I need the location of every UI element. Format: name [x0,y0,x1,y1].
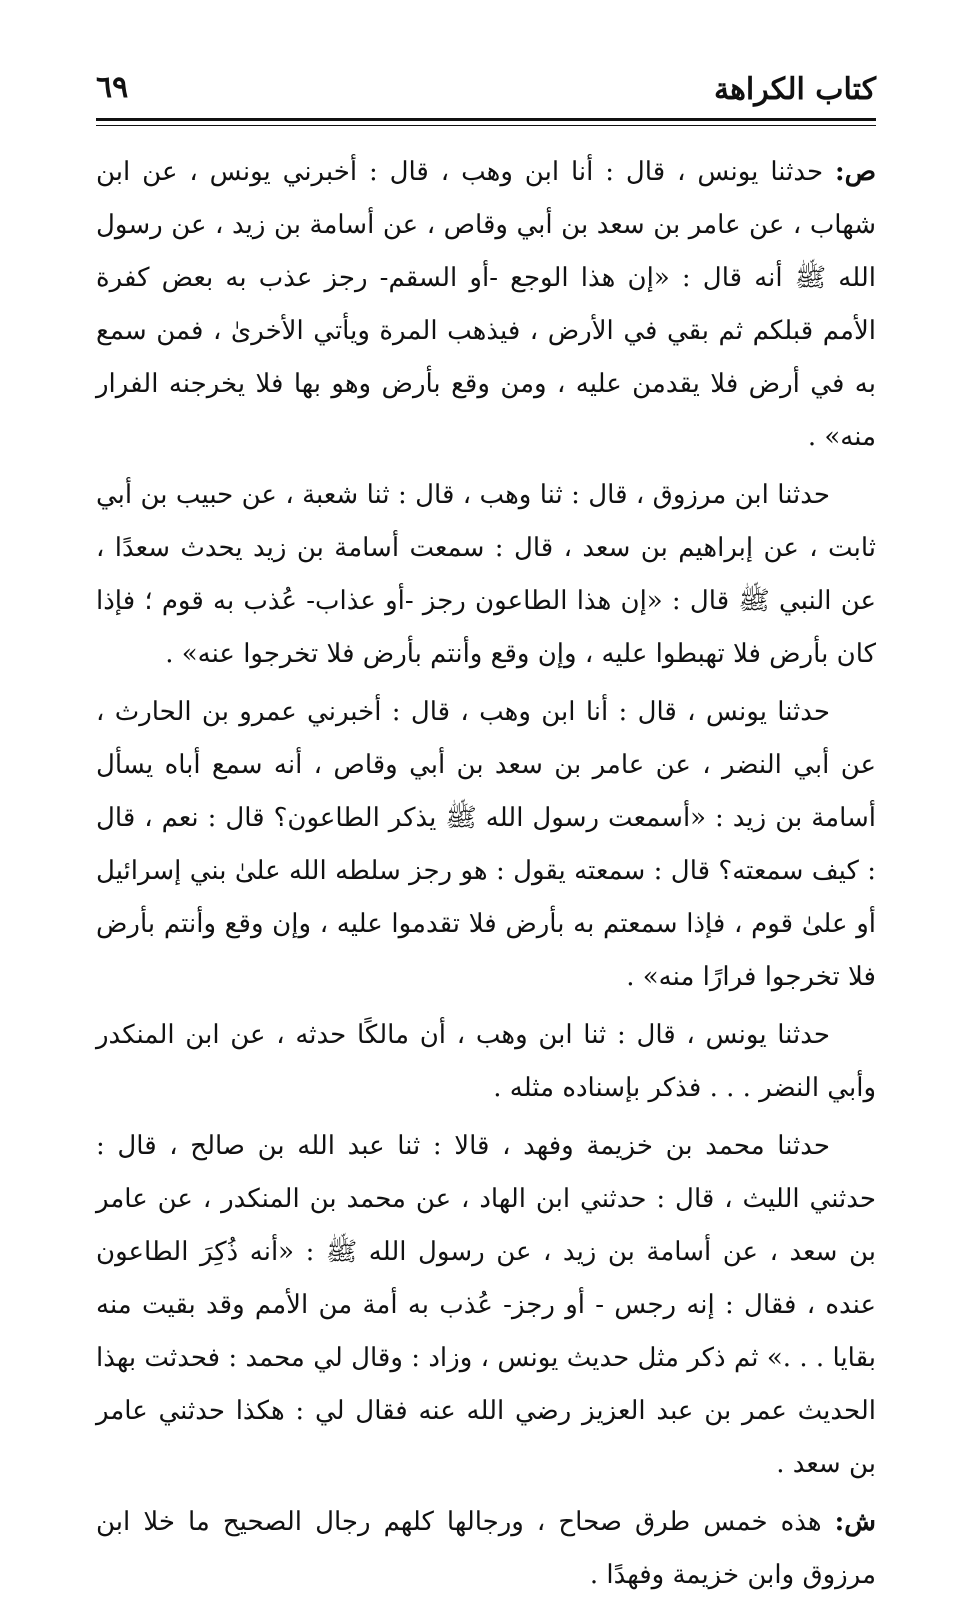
page-body [96,146,876,1607]
text-marker: ش: [834,1507,876,1537]
paragraph-text: حدثنا محمد بن خزيمة وفهد ، قالا : ثنا عبد الله بن صالح ، قال : حدثني الليث ، قال : حدثني ابن الهاد ، عن محمد بن المنكدر ، عن عامر بن سعد ، عن أسامة بن زيد ، عن رسول الله ﷺ : «أنه ذُكِرَ الطاعون عنده ، فقال : إنه رجس - أو رجز- عُذب به أمة من الأمم وقد بقيت منه بقايا . . .» ثم ذكر مثل حديث يونس ، وزاد : وقال لي محمد : فحدثت بهذا الحديث عمر بن عبد العزيز رضي الله عنه فقال لي : هكذا حدثني عامر بن سعد . [96,1131,877,1479]
paragraph-2 [96,469,876,681]
paragraph-text: حدثنا يونس ، قال : أنا ابن وهب ، قال : أخبرني يونس ، عن ابن شهاب ، عن عامر بن سعد بن أبي وقاص ، عن أسامة بن زيد ، عن رسول الله ﷺ أنه قال : «إن هذا الوجع -أو السقم- رجز عذب به بعض كفرة الأمم قبلكم ثم بقي في الأرض ، فيذهب المرة ويأتي الأخرىٰ ، فمن سمع به في أرض فلا يقدمن عليه ، ومن وقع بأرض وهو بها فلا يخرجنه الفرار منه» . [96,157,876,452]
header-rule-thin [96,125,876,126]
book-chapter-title: كتاب الكراهة [714,72,876,107]
paragraph-text: حدثنا يونس ، قال : أنا ابن وهب ، قال : أخبرني عمرو بن الحارث ، عن أبي النضر ، عن عامر بن سعد بن أبي وقاص ، أنه سمع أباه يسأل أسامة بن زيد : «أسمعت رسول الله ﷺ يذكر الطاعون؟ قال : نعم ، قال : كيف سمعته؟ قال : سمعته يقول : هو رجز سلطه الله علىٰ بني إسرائيل أو علىٰ قوم ، فإذا سمعتم به بأرض فلا تقدموا عليه ، وإن وقع وأنتم بأرض فلا تخرجوا فرارًا منه» . [96,697,877,992]
text-marker: ص: [834,157,876,187]
header-rule-thick [96,118,876,121]
paragraph-6 [96,1496,876,1602]
page-number: ٦٩ [96,70,129,105]
paragraph-5 [96,1120,876,1491]
paragraph-4 [96,1009,876,1115]
page-header [96,68,876,114]
paragraph-text: هذه خمس طرق صحاح ، ورجالها كلهم رجال الصحيح ما خلا ابن مرزوق وابن خزيمة وفهدًا . [96,1507,876,1590]
paragraph-text: حدثنا يونس ، قال : ثنا ابن وهب ، أن مالكًا حدثه ، عن ابن المنكدر وأبي النضر . . . فذكر بإسناده مثله . [96,1020,876,1103]
paragraph-1 [96,146,876,464]
paragraph-3 [96,686,876,1004]
paragraph-text: حدثنا ابن مرزوق ، قال : ثنا وهب ، قال : ثنا شعبة ، عن حبيب بن أبي ثابت ، عن إبراهيم بن سعد ، قال : سمعت أسامة بن زيد يحدث سعدًا ، عن النبي ﷺ قال : «إن هذا الطاعون رجز -أو عذاب- عُذب به قوم ؛ فإذا كان بأرض فلا تهبطوا عليه ، وإن وقع وأنتم بأرض فلا تخرجوا عنه» . [96,480,876,669]
